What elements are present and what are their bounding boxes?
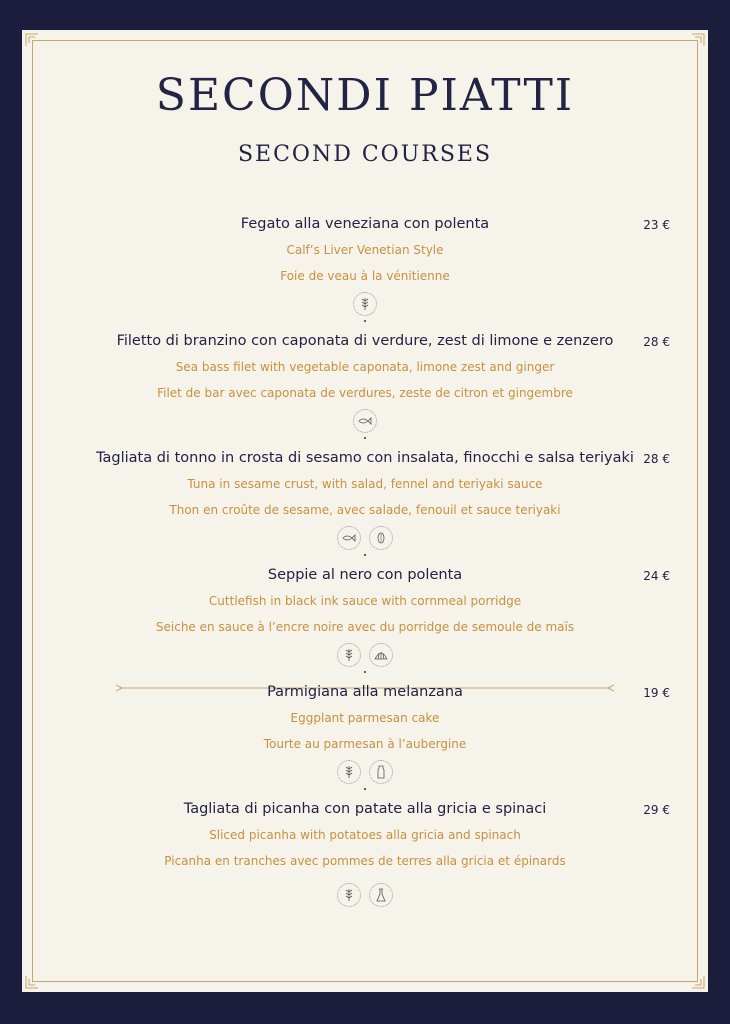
milk-icon bbox=[369, 760, 393, 784]
page-title: SECONDI PIATTI bbox=[155, 70, 575, 121]
dish-name: Tagliata di tonno in crosta di sesamo con insalata, finocchi e salsa teriyaki bbox=[96, 450, 634, 466]
sulphites-icon bbox=[369, 883, 393, 907]
page-subtitle: SECOND COURSES bbox=[237, 142, 493, 167]
allergen-icons bbox=[22, 409, 708, 433]
dish-french: Thon en croûte de sesame, avec salade, fenouil et sauce teriyaki bbox=[169, 503, 561, 517]
gluten-icon bbox=[353, 292, 377, 316]
dish-name: Tagliata di picanha con patate alla gricia e spinaci bbox=[183, 801, 547, 817]
dish-price: 23 € bbox=[643, 218, 670, 232]
dish-english: Sea bass filet with vegetable caponata, limone zest and ginger bbox=[175, 360, 555, 374]
gluten-icon bbox=[337, 643, 361, 667]
allergen-icons bbox=[22, 643, 708, 667]
separator-dot bbox=[364, 554, 366, 556]
dish-french: Picanha en tranches avec pommes de terres alla gricia et épinards bbox=[164, 854, 566, 868]
corner-ornament-icon bbox=[25, 975, 39, 989]
dish-english: Calf’s Liver Venetian Style bbox=[286, 243, 444, 257]
dish-price: 19 € bbox=[643, 686, 670, 700]
allergen-icons bbox=[22, 760, 708, 784]
dish-english: Sliced picanha with potatoes alla gricia and spinach bbox=[209, 828, 521, 842]
menu-page bbox=[22, 30, 708, 992]
corner-ornament-icon bbox=[691, 975, 705, 989]
dish-price: 28 € bbox=[643, 452, 670, 466]
dish-english: Eggplant parmesan cake bbox=[290, 711, 440, 725]
dish-english: Cuttlefish in black ink sauce with cornmeal porridge bbox=[208, 594, 522, 608]
dish-name: Parmigiana alla melanzana bbox=[267, 684, 463, 700]
dish-french: Foie de veau à la vénitienne bbox=[280, 269, 450, 283]
dish-name: Seppie al nero con polenta bbox=[267, 567, 463, 583]
gluten-icon bbox=[337, 883, 361, 907]
dish-english: Tuna in sesame crust, with salad, fennel and teriyaki sauce bbox=[187, 477, 543, 491]
corner-ornament-icon bbox=[691, 33, 705, 47]
corner-ornament-icon bbox=[25, 33, 39, 47]
separator-dot bbox=[364, 788, 366, 790]
dish-french: Filet de bar avec caponata de verdures, zeste de citron et gingembre bbox=[157, 386, 573, 400]
separator-dot bbox=[364, 320, 366, 322]
fish-icon bbox=[337, 526, 361, 550]
dish-french: Tourte au parmesan à l’aubergine bbox=[263, 737, 467, 751]
dish-french: Seiche en sauce à l’encre noire avec du porridge de semoule de maïs bbox=[155, 620, 575, 634]
dish-name: Filetto di branzino con caponata di verdure, zest di limone e zenzero bbox=[116, 333, 614, 349]
dish-price: 29 € bbox=[643, 803, 670, 817]
allergen-icons bbox=[22, 292, 708, 316]
separator-dot bbox=[364, 671, 366, 673]
allergen-icons bbox=[22, 526, 708, 550]
dish-name: Fegato alla veneziana con polenta bbox=[240, 216, 490, 232]
mollusc-icon bbox=[369, 643, 393, 667]
sesame-icon bbox=[369, 526, 393, 550]
fish-icon bbox=[353, 409, 377, 433]
gluten-icon bbox=[337, 760, 361, 784]
dish-price: 28 € bbox=[643, 335, 670, 349]
separator-dot bbox=[364, 437, 366, 439]
allergen-icons bbox=[22, 883, 708, 907]
dish-price: 24 € bbox=[643, 569, 670, 583]
